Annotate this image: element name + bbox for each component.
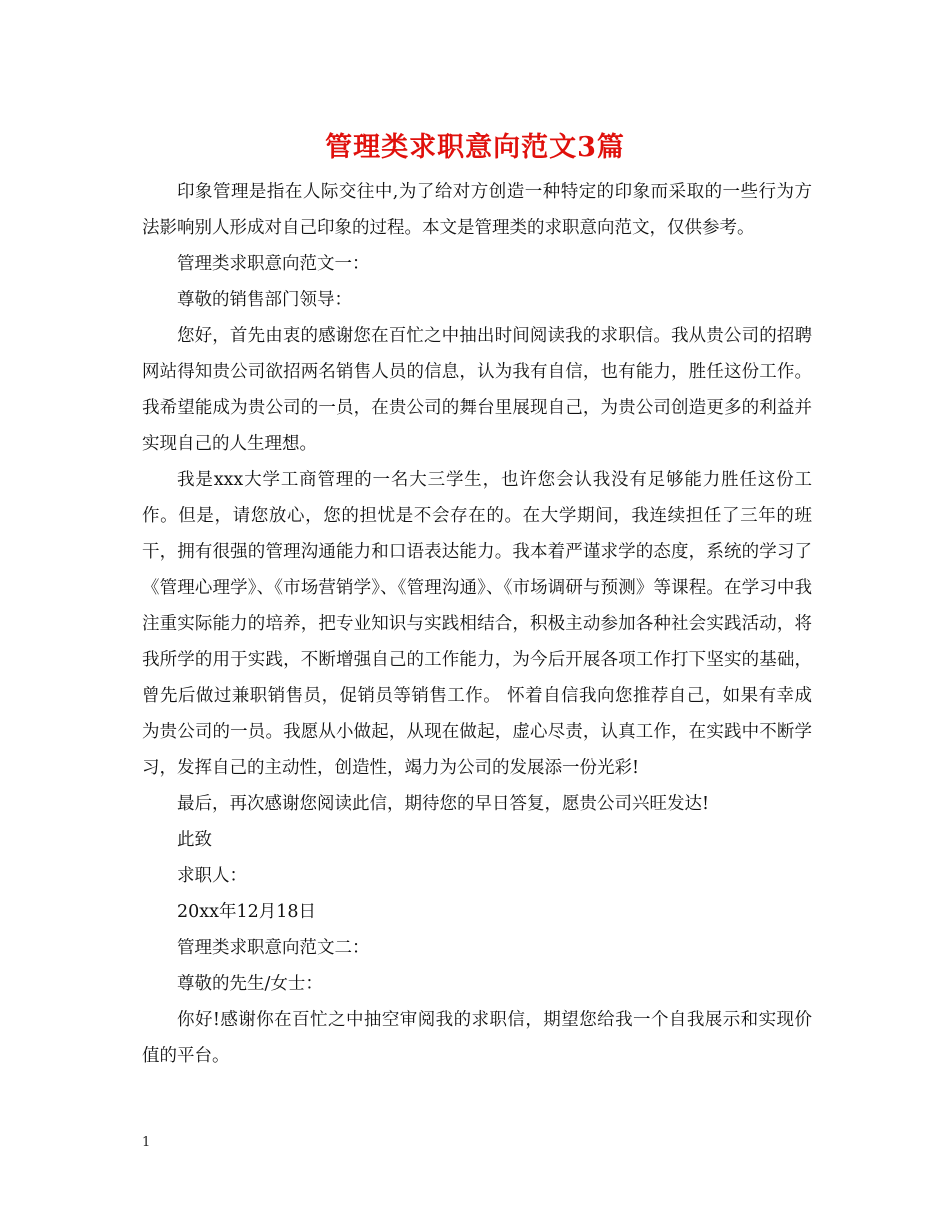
document-body <box>142 174 812 1074</box>
section-heading-sample-two: 管理类求职意向范文二： <box>177 938 370 958</box>
section-heading-sample-one: 管理类求职意向范文一： <box>177 254 370 274</box>
page-number: 1 <box>142 1135 151 1150</box>
document-title: 管理类求职意向范文3篇 <box>325 132 625 163</box>
letter-date: 20xx年12月18日 <box>177 902 317 922</box>
applicant-signature-line: 求职人： <box>177 866 247 886</box>
opening-paragraph-sample-two: 你好!感谢你在百忙之中抽空审阅我的求职信，期望您给我一个自我展示和实现价值的平台。 <box>142 1010 812 1066</box>
greeting-paragraph: 您好，首先由衷的感谢您在百忙之中抽出时间阅读我的求职信。我从贵公司的招聘网站得知贵公司欲招两名销售人员的信息，认为我有自信，也有能力，胜任这份工作。我希望能成为贵公司的一员，在贵公司的舞台里展现自己，为贵公司创造更多的利益并实现自己的人生理想。 <box>142 326 812 454</box>
salutation-sample-two: 尊敬的先生/女士： <box>177 974 323 994</box>
intro-paragraph: 印象管理是指在人际交往中,为了给对方创造一种特定的印象而采取的一些行为方法影响别人形成对自己印象的过程。本文是管理类的求职意向范文，仅供参考。 <box>142 182 812 238</box>
closing-formula: 此致 <box>177 830 212 850</box>
salutation-sample-one: 尊敬的销售部门领导： <box>177 290 352 310</box>
self-introduction-paragraph: 我是xxx大学工商管理的一名大三学生，也许您会认我没有足够能力胜任这份工作。但是，请您放心，您的担忧是不会存在的。在大学期间，我连续担任了三年的班干，拥有很强的管理沟通能力和口语表达能力。我本着严谨求学的态度，系统的学习了《管理心理学》、《市场营销学》、《管理沟通》、《市场调研与预测》等课程。在学习中我注重实际能力的培养，把专业知识与实践相结合，积极主动参加各种社会实践活动，将我所学的用于实践，不断增强自己的工作能力，为今后开展各项工作打下坚实的基础，曾先后做过兼职销售员，促销员等销售工作。 怀着自信我向您推荐自己，如果有幸成为贵公司的一员。我愿从小做起，从现在做起，虚心尽责，认真工作，在实践中不断学习，发挥自己的主动性，创造性，竭力为公司的发展添一份光彩! <box>142 470 812 778</box>
closing-paragraph: 最后，再次感谢您阅读此信，期待您的早日答复，愿贵公司兴旺发达! <box>177 794 710 814</box>
